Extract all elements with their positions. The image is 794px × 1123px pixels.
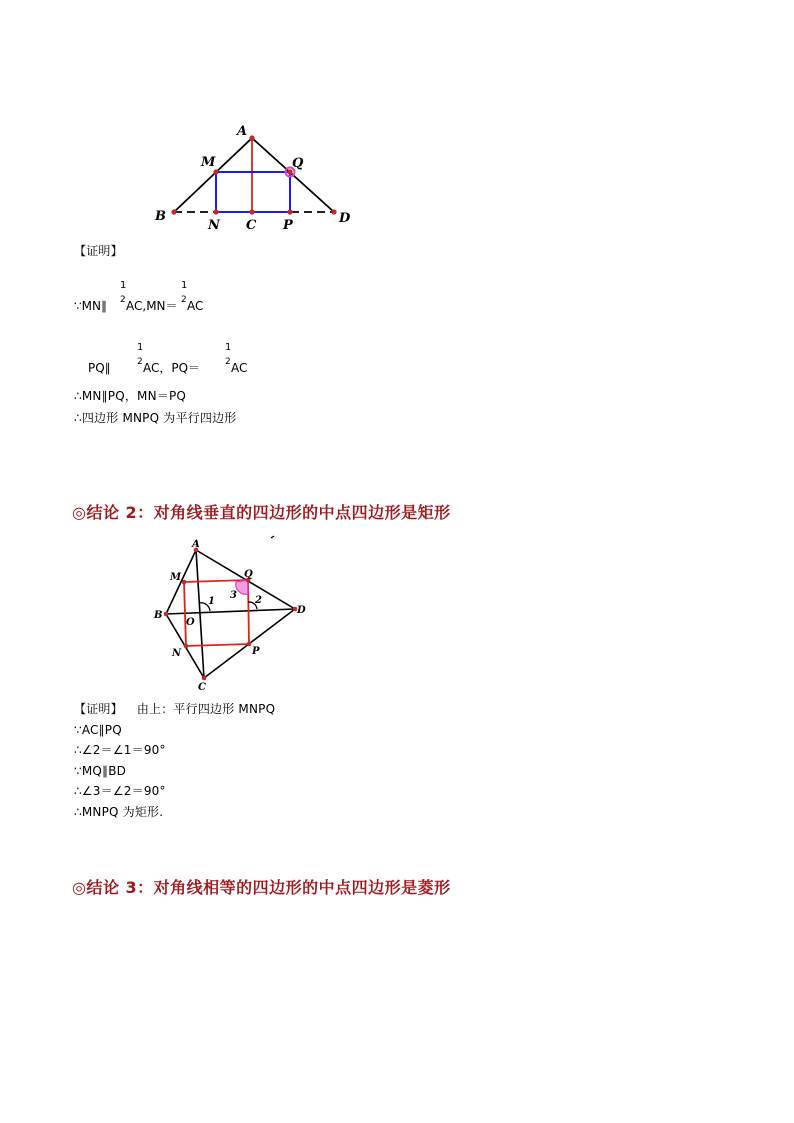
conclusion3-heading: ◎结论 3：对角线相等的四边形的中点四边形是菱形 (72, 878, 451, 897)
proof1-title: 【证明】 (74, 244, 123, 258)
proof2-title-line (74, 701, 275, 717)
point-b (164, 612, 169, 617)
point-n (213, 209, 218, 214)
label-c: C (198, 682, 206, 693)
proof2-line2: ∴∠2＝∠1＝90° (74, 743, 166, 757)
point-a (249, 135, 254, 140)
point-n (184, 644, 189, 649)
segment-ab (174, 138, 252, 212)
proof2-line4: ∴∠3＝∠2＝90° (74, 784, 166, 798)
label-d: D (339, 211, 351, 226)
proof2-line1: ∵AC∥PQ (74, 723, 122, 737)
label-p: P (252, 646, 260, 657)
proof1-line1-tail-a: AC,MN＝ (126, 299, 178, 313)
proof1-line2-tail-b: AC (231, 361, 248, 375)
label-angle-1: 1 (208, 596, 215, 607)
proof1-line2-frac2-num: 1 (225, 342, 232, 353)
label-angle-3: 3 (230, 590, 237, 601)
label-b: B (154, 610, 163, 621)
label-n: N (172, 648, 182, 659)
proof1-line1-tail-b: AC (187, 299, 204, 313)
label-m: M (170, 572, 182, 583)
point-m (213, 169, 218, 174)
proof1-line1-frac2-num: 1 (181, 280, 188, 291)
stray-mark (271, 536, 274, 538)
point-m (182, 580, 187, 585)
proof1-line2-frac-num: 1 (137, 342, 144, 353)
proof1-line2-tail-a: AC，PQ＝ (143, 361, 201, 375)
label-m: M (201, 155, 216, 170)
proof1-line1-frac-num: 1 (120, 280, 127, 291)
label-c: C (246, 218, 257, 233)
label-q: Q (292, 156, 304, 171)
label-q: Q (244, 569, 253, 580)
conclusion2-heading: ◎结论 2：对角线垂直的四边形的中点四边形是矩形 (72, 503, 451, 522)
figure-trapezoid-midpoints (140, 115, 370, 235)
point-c (249, 209, 254, 214)
proof2-intro: 由上：平行四边形 MNPQ (136, 702, 276, 716)
proof1-line3: ∴MN∥PQ，MN＝PQ (74, 389, 187, 403)
proof1-line4: ∴四边形 MNPQ 为平行四边形 (74, 411, 237, 425)
proof1-line1-prefix: ∵MN∥ (74, 299, 107, 313)
label-b: B (155, 209, 166, 224)
proof2-line5: ∴MNPQ 为矩形. (74, 805, 164, 819)
point-c (202, 676, 207, 681)
label-d: D (297, 605, 306, 616)
diagonal-ac (196, 550, 204, 678)
proof1-line2-prefix: PQ∥ (88, 361, 111, 375)
quad-mnpq (216, 172, 290, 212)
label-a: A (192, 539, 200, 550)
figure-kite-midpoints (145, 530, 315, 695)
proof2-line3: ∵MQ∥BD (74, 764, 127, 778)
proof1-line1-frac-den: 2 (120, 295, 126, 305)
label-angle-2: 2 (255, 595, 262, 606)
point-d (331, 209, 336, 214)
angle-3-marker (236, 580, 248, 594)
label-o: O (186, 617, 195, 628)
label-n: N (208, 218, 220, 233)
label-p: P (283, 218, 293, 233)
point-p (247, 642, 252, 647)
proof1-line2-frac-den: 2 (137, 357, 143, 367)
label-a: A (237, 124, 248, 139)
proof2-title: 【证明】 (74, 702, 123, 716)
point-b (171, 209, 176, 214)
proof1-line2-frac2-den: 2 (225, 357, 231, 367)
point-p (287, 209, 292, 214)
proof1-line1-frac2-den: 2 (181, 295, 187, 305)
